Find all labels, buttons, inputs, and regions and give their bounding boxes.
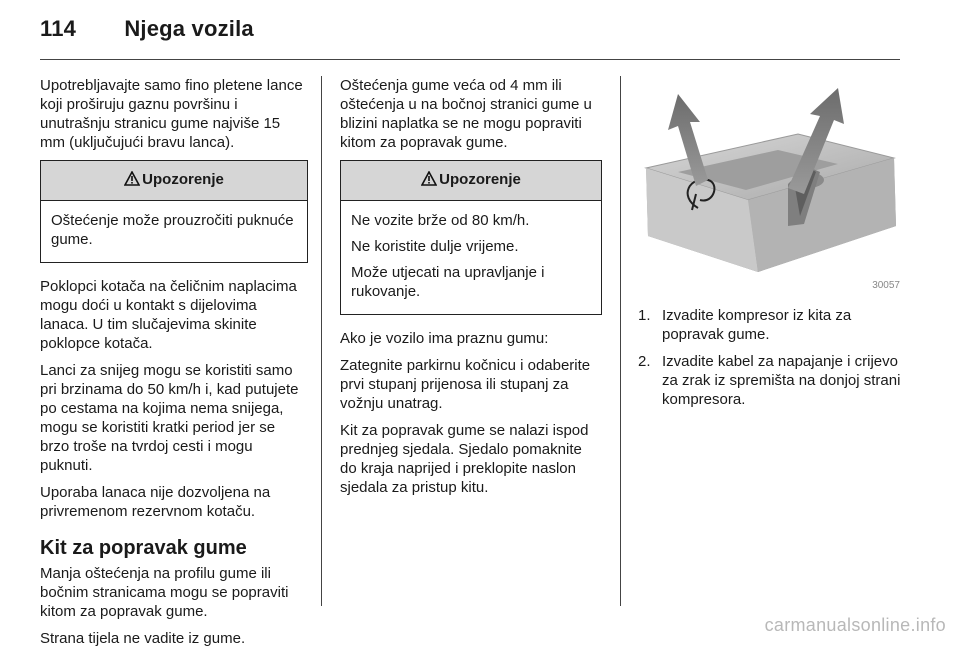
- warning-box: [340, 160, 602, 315]
- paragraph: Zategnite parkirnu kočnicu i odaberite prvi stupanj prijenosa ili stupanj za vožnju unatrag.: [340, 357, 591, 412]
- warning-box: [40, 160, 308, 263]
- step-text: Izvadite kompresor iz kita za popravak gume.: [662, 307, 852, 343]
- instruction-list: [638, 306, 904, 409]
- paragraph: Strana tijela ne vadite iz gume.: [40, 630, 246, 647]
- warning-line: Ne koristite dulje vrijeme.: [351, 238, 519, 255]
- step-text: Izvadite kabel za napajanje i crijevo za zrak iz spremišta na donjoj strani kompresora.: [662, 353, 901, 408]
- paragraph: Ako je vozilo ima praznu gumu:: [340, 330, 549, 347]
- tyre-repair-kit-illustration: [638, 76, 904, 294]
- column-divider-2: [620, 76, 621, 606]
- column-1: [40, 76, 308, 656]
- header-rule: [40, 59, 900, 60]
- page-number: 114: [40, 16, 77, 41]
- list-item: [638, 352, 904, 409]
- warning-triangle-icon: [421, 171, 437, 191]
- paragraph: Upotrebljavajte samo fino pletene lance koji proširuju gaznu površinu i unutrašnju stranicu gume najviše 15 mm (uključujući bravu lanca).: [40, 77, 303, 151]
- warning-heading: Upozorenje: [142, 171, 224, 188]
- column-2: [340, 76, 602, 505]
- page-title: Njega vozila: [124, 16, 254, 41]
- paragraph: Kit za popravak gume se nalazi ispod prednjeg sjedala. Sjedalo pomaknite do kraja naprijed i preklopite naslon sjedala za pristup kitu.: [340, 422, 589, 496]
- section-title: Kit za popravak gume: [40, 537, 247, 559]
- step-number: 1.: [638, 307, 651, 324]
- figure-caption: 30057: [872, 280, 900, 291]
- page-header: [40, 16, 254, 42]
- paragraph: Uporaba lanaca nije dozvoljena na privremenom rezervnom kotaču.: [40, 484, 271, 520]
- column-3: [638, 76, 904, 417]
- list-item: [638, 306, 904, 344]
- warning-header: [41, 161, 307, 201]
- paragraph: Manja oštećenja na profilu gume ili bočnim stranicama mogu se popraviti kitom za popravak gume.: [40, 565, 289, 620]
- column-divider-1: [321, 76, 322, 606]
- step-number: 2.: [638, 353, 651, 370]
- warning-heading: Upozorenje: [439, 171, 521, 188]
- warning-header: [341, 161, 601, 201]
- paragraph: Poklopci kotača na čeličnim naplacima mogu doći u kontakt s dijelovima lanaca. U tim slučajevima skinite poklopce kotača.: [40, 278, 297, 352]
- warning-line: Može utjecati na upravljanje i rukovanje.: [351, 264, 545, 300]
- warning-line: Ne vozite brže od 80 km/h.: [351, 212, 530, 229]
- warning-triangle-icon: [124, 171, 140, 191]
- watermark: carmanualsonline.info: [764, 615, 946, 635]
- paragraph: Oštećenja gume veća od 4 mm ili oštećenja u na bočnoj stranici gume u blizini naplatka se ne mogu popraviti kitom za popravak gume.: [340, 77, 592, 151]
- warning-text: Oštećenje može prouzročiti puknuće gume.: [51, 212, 294, 248]
- paragraph: Lanci za snijeg mogu se koristiti samo pri brzinama do 50 km/h i, kad putujete po cestama na kojima nema snijega, mogu se koristiti kratki period jer se brzo troše na tvrdoj cesti i mogu puknuti.: [40, 362, 299, 474]
